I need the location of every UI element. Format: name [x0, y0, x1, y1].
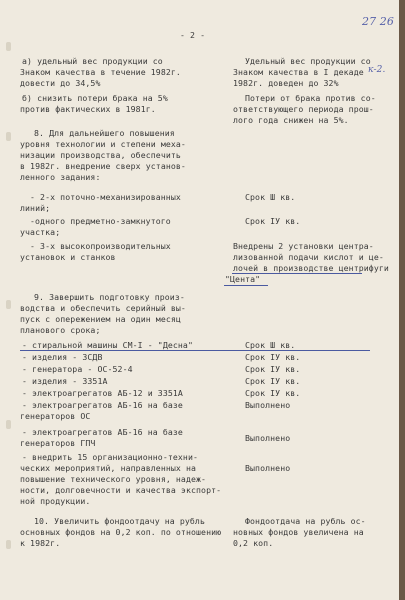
left-line: 9. Завершить подготовку произ- — [34, 292, 185, 302]
left-line: ленного задания: — [20, 172, 101, 182]
handwritten-note: к-2. — [368, 65, 386, 75]
left-line: ности, долговечности и качества экспорт- — [20, 485, 222, 495]
left-line: в 1982г. внедрение сверх установ- — [20, 161, 186, 171]
right-line: "Цента" — [225, 274, 261, 284]
left-line: - изделия - ЗСДВ — [22, 352, 103, 362]
left-line: генераторов ОС — [20, 411, 91, 421]
left-line: против фактических в 1981г. — [20, 104, 156, 114]
pen-underline — [232, 273, 362, 274]
left-line: 10. Увеличить фондоотдачу на рубль — [34, 516, 205, 526]
pen-underline — [224, 285, 268, 286]
page-number: - 2 - — [180, 30, 206, 40]
left-line: основных фондов на 0,2 коп. по отношению — [20, 527, 222, 537]
right-line: Выполнено — [245, 463, 291, 473]
right-line: Удельный вес продукции со — [245, 56, 371, 66]
right-line: лизованной подачи кислот и це- — [233, 252, 384, 262]
left-line: - внедрить 15 организационно-техни- — [22, 452, 199, 462]
right-line: Срок IУ кв. — [245, 216, 301, 226]
left-line: Знаком качества в течение 1982г. — [20, 67, 181, 77]
left-line: - электроагрегатов АБ-16 на базе — [22, 427, 183, 437]
left-line: 8. Для дальнейшего повышения — [34, 128, 175, 138]
left-line: -одного предметно-замкнутого — [30, 216, 171, 226]
left-line: - генератора - ОС-52-4 — [22, 364, 133, 374]
right-line: Потери от брака против со- — [245, 93, 376, 103]
right-line: 0,2 коп. — [233, 538, 274, 548]
right-line: лочей в производстве центрифуги — [233, 263, 389, 273]
left-line: ной продукции. — [20, 496, 91, 506]
right-line: Срок IУ кв. — [245, 388, 301, 398]
left-line: - стиральной машины СМ-I - "Десна" — [22, 340, 193, 350]
left-line: участка; — [20, 227, 61, 237]
right-line: Внедрены 2 установки центра- — [233, 241, 374, 251]
left-line: к 1982г. — [20, 538, 61, 548]
left-line: - изделия - З351А — [22, 376, 108, 386]
left-line: ческих мероприятий, направленных на — [20, 463, 197, 473]
page-edge — [399, 0, 405, 600]
left-line: уровня технологии и степени меха- — [20, 139, 186, 149]
left-line: генераторов ГПЧ — [20, 438, 96, 448]
left-line: планового срока; — [20, 325, 101, 335]
left-line: а) удельный вес продукции со — [22, 56, 163, 66]
left-line: - 3-х высокопроизводительных — [30, 241, 171, 251]
pen-underline — [20, 350, 370, 351]
right-line: Выполнено — [245, 400, 291, 410]
left-line: - электроагрегатов АБ-12 и З351А — [22, 388, 183, 398]
right-line: Срок Ш кв. — [245, 192, 296, 202]
left-line: б) снизить потери брака на 5% — [22, 93, 168, 103]
right-line: Выполнено — [245, 433, 291, 443]
left-line: пуск с опережением на один месяц — [20, 314, 181, 324]
right-line: Фондоотдача на рубль ос- — [245, 516, 366, 526]
left-line: повышение технического уровня, надеж- — [20, 474, 207, 484]
folio-number: 27 26 — [362, 15, 394, 28]
right-line: лого года снижен на 5%. — [233, 115, 349, 125]
left-line: низации производства, обеспечить — [20, 150, 181, 160]
right-line: новных фондов увеличена на — [233, 527, 364, 537]
left-line: довести до 34,5% — [20, 78, 101, 88]
right-line: Срок IУ кв. — [245, 352, 301, 362]
right-line: Срок IУ кв. — [245, 364, 301, 374]
right-line: ответствующего периода прош- — [233, 104, 374, 114]
left-line: водства и обеспечить серийный вы- — [20, 303, 186, 313]
left-line: - электроагрегатов АБ-16 на базе — [22, 400, 183, 410]
right-line: Срок Ш кв. — [245, 340, 296, 350]
left-line: - 2-х поточно-механизированных — [30, 192, 181, 202]
right-line: 1982г. доведен до 32% — [233, 78, 339, 88]
right-line: Срок IУ кв. — [245, 376, 301, 386]
left-line: установок и станков — [20, 252, 116, 262]
left-line: линий; — [20, 203, 51, 213]
right-line: Знаком качества в I декаде — [233, 67, 364, 77]
